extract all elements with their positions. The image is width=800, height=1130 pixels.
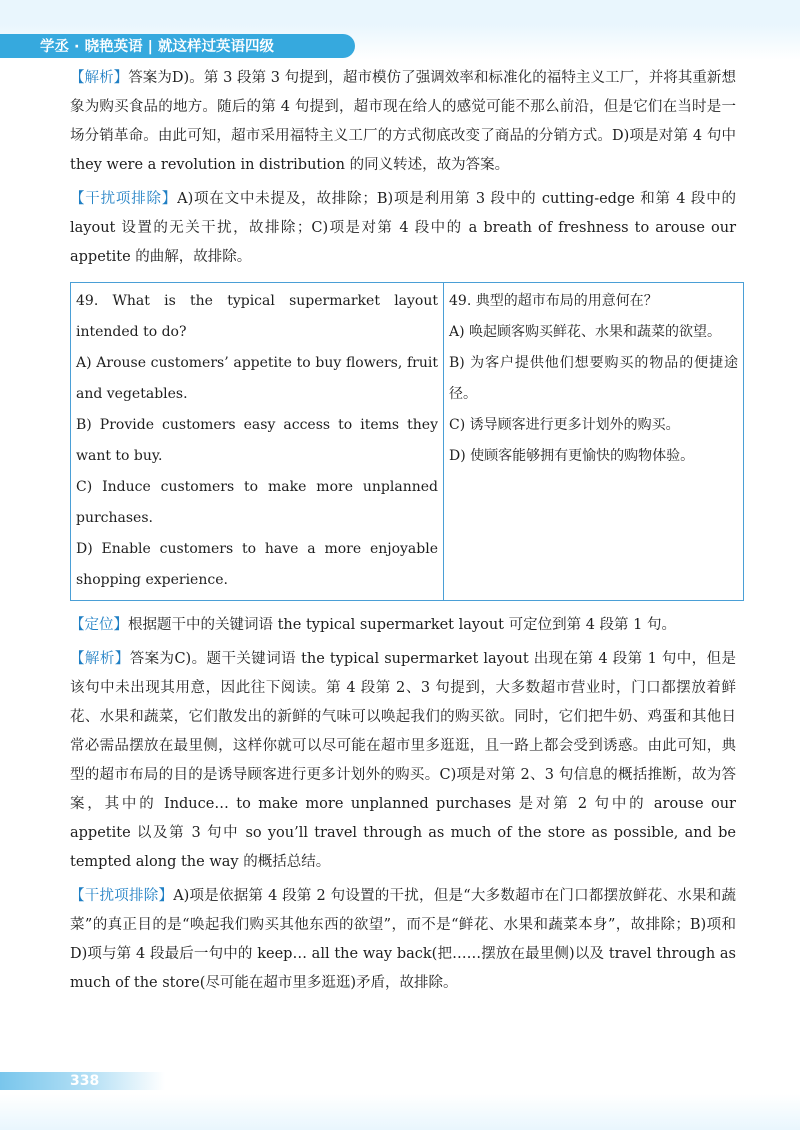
distractor-tag: 【干扰项排除】 xyxy=(70,888,174,904)
q49-locate xyxy=(70,611,736,640)
page-number: 338 xyxy=(70,1073,100,1089)
question-49-table xyxy=(70,282,744,601)
analysis-text: 答案为D)。第 3 段第 3 句提到，超市模仿了强调效率和标准化的福特主义工厂，并将其重新想象为购买食品的地方。随后的第 4 句提到，超市现在给人的感觉可能不那么前沿，但是它们在当时是一场分销革命。由此可知，超市采用福特主义工厂的方式彻底改变了商品的分销方式。D)项是对第 4 句中 they were a revolution in distribution 的同义转述，故为答案。 xyxy=(70,70,736,173)
page-footer-band xyxy=(0,1094,800,1130)
distractor-text: A)项在文中未提及，故排除；B)项是利用第 3 段中的 cutting-edge 和第 4 段中的 layout 设置的无关干扰，故排除；C)项是对第 4 段中的 a breath of freshness to arouse our appetite 的曲解，故排除。 xyxy=(70,191,736,265)
option-b-en: B) Provide customers easy access to items they want to buy. xyxy=(76,417,438,464)
q48-distractors xyxy=(70,185,736,272)
distractor-text: A)项是依据第 4 段第 2 句设置的干扰，但是“大多数超市在门口都摆放鲜花、水果和蔬菜”的真正目的是“唤起我们购买其他东西的欲望”，而不是“鲜花、水果和蔬菜本身”，故排除；B)项和 D)项与第 4 段最后一句中的 keep… all the way back(把……摆放在最里侧)以及 travel through as much of the store(尽可能在超市里多逛逛)矛盾，故排除。 xyxy=(70,888,736,991)
locate-tag: 【定位】 xyxy=(70,617,128,633)
locate-text: 根据题干中的关键词语 the typical supermarket layout 可定位到第 4 段第 1 句。 xyxy=(128,617,676,633)
chinese-column xyxy=(444,283,744,601)
q49-distractors xyxy=(70,882,736,998)
option-c-zh: C) 诱导顾客进行更多计划外的购买。 xyxy=(449,417,680,433)
analysis-text: 答案为C)。题干关键词语 the typical supermarket layout 出现在第 4 段第 1 句中，但是该句中未出现其用意，因此往下阅读。第 4 段第 2、3 句提到，大多数超市营业时，门口都摆放着鲜花、水果和蔬菜，它们散发出的新鲜的气味可以唤起我们的购买欲。同时，它们把牛奶、鸡蛋和其他日常必需品摆放在最里侧，这样你就可以尽可能在超市里多逛逛，且一路上都会受到诱惑。由此可知，典型的超市布局的目的是诱导顾客进行更多计划外的购买。C)项是对第 2、3 句信息的概括推断，故为答案，其中的 Induce… to make more unplanned purchases 是对第 2 句中的 arouse our appetite 以及第 3 句中 so you’ll travel through as much of the store as possible, and be tempted along the way 的概括总结。 xyxy=(70,651,737,870)
page-number-band xyxy=(0,1072,800,1092)
option-a-zh: A) 唤起顾客购买鲜花、水果和蔬菜的欲望。 xyxy=(449,324,722,340)
option-b-zh: B) 为客户提供他们想要购买的物品的便捷途径。 xyxy=(449,355,738,402)
english-column xyxy=(71,283,444,601)
option-a-en: A) Arouse customers’ appetite to buy flowers, fruit and vegetables. xyxy=(76,355,438,402)
distractor-tag: 【干扰项排除】 xyxy=(70,191,178,207)
question-stem-zh: 49. 典型的超市布局的用意何在？ xyxy=(449,293,658,309)
page-content xyxy=(70,64,736,998)
q48-analysis xyxy=(70,64,736,180)
table-row xyxy=(71,283,744,601)
analysis-tag: 【解析】 xyxy=(70,70,129,86)
option-c-en: C) Induce customers to make more unplanned purchases. xyxy=(76,479,438,526)
question-stem-en: 49. What is the typical supermarket layout intended to do? xyxy=(76,293,438,340)
option-d-zh: D) 使顾客能够拥有更愉快的购物体验。 xyxy=(449,448,695,464)
analysis-tag: 【解析】 xyxy=(70,651,130,667)
option-d-en: D) Enable customers to have a more enjoyable shopping experience. xyxy=(76,541,438,588)
q49-analysis xyxy=(70,645,736,877)
header-title: 学丞 · 晓艳英语 | 就这样过英语四级 xyxy=(40,39,274,55)
